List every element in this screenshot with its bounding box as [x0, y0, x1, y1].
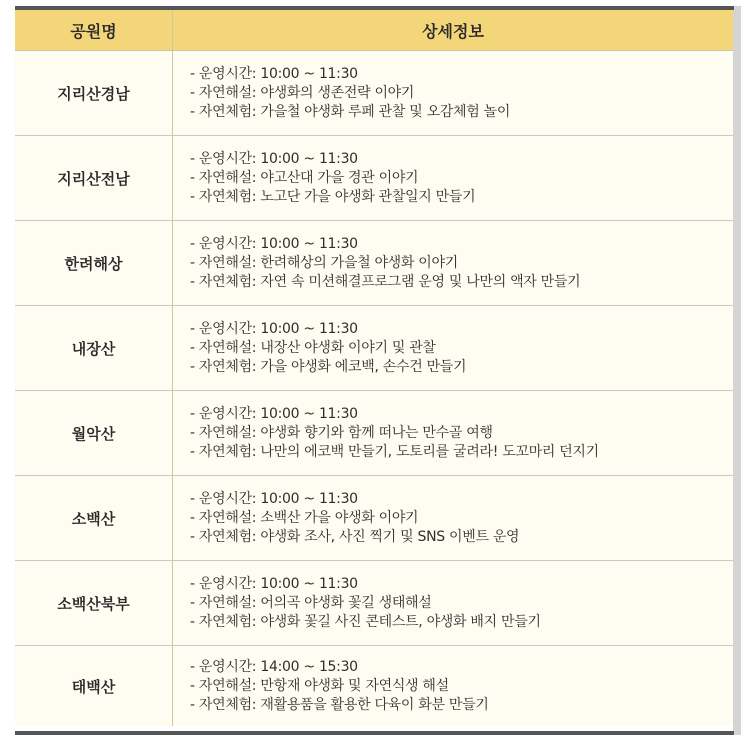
detail-line: - 자연체험: 재활용품을 활용한 다육이 화분 만들기	[190, 696, 489, 713]
table-row	[15, 51, 733, 136]
table-row	[15, 306, 733, 391]
table-row	[15, 476, 733, 561]
detail-line: - 자연체험: 자연 속 미션해결프로그램 운영 및 나만의 액자 만들기	[190, 273, 581, 290]
table-row	[15, 221, 733, 306]
table-header-row	[15, 10, 733, 51]
table-row	[15, 646, 733, 727]
detail-line: - 운영시간: 10:00 ~ 11:30	[190, 490, 358, 507]
detail-cell	[173, 646, 734, 727]
park-name-cell: 소백산	[15, 476, 173, 561]
detail-cell	[173, 221, 734, 306]
detail-line: - 운영시간: 10:00 ~ 11:30	[190, 65, 358, 82]
table-side-shadow	[733, 6, 741, 735]
header-park-name: 공원명	[15, 10, 173, 51]
park-name-cell: 내장산	[15, 306, 173, 391]
detail-line: - 자연해설: 야고산대 가을 경관 이야기	[190, 169, 419, 186]
detail-line: - 자연해설: 야생화 향기와 함께 떠나는 만수골 여행	[190, 424, 493, 441]
detail-line: - 자연해설: 야생화의 생존전략 이야기	[190, 84, 415, 101]
detail-line: - 운영시간: 10:00 ~ 11:30	[190, 405, 358, 422]
park-name-cell: 월악산	[15, 391, 173, 476]
table-row	[15, 561, 733, 646]
detail-line: - 자연해설: 소백산 가을 야생화 이야기	[190, 509, 419, 526]
table-bottom-rule	[15, 731, 734, 735]
detail-line: - 자연해설: 한려해상의 가을철 야생화 이야기	[190, 254, 458, 271]
detail-line: - 자연해설: 내장산 야생화 이야기 및 관찰	[190, 339, 436, 356]
detail-line: - 자연체험: 야생화 조사, 사진 찍기 및 SNS 이벤트 운영	[190, 528, 520, 545]
detail-cell	[173, 391, 734, 476]
park-name-cell: 소백산북부	[15, 561, 173, 646]
detail-line: - 자연해설: 어의곡 야생화 꽃길 생태해설	[190, 594, 432, 611]
detail-line: - 운영시간: 10:00 ~ 11:30	[190, 150, 358, 167]
detail-line: - 자연체험: 가을철 야생화 루페 관찰 및 오감체험 놀이	[190, 103, 511, 120]
park-name-cell: 지리산전남	[15, 136, 173, 221]
detail-cell	[173, 561, 734, 646]
detail-cell	[173, 306, 734, 391]
detail-line: - 운영시간: 10:00 ~ 11:30	[190, 235, 358, 252]
detail-line: - 운영시간: 10:00 ~ 11:30	[190, 575, 358, 592]
park-name-cell: 지리산경남	[15, 51, 173, 136]
detail-cell	[173, 51, 734, 136]
detail-cell	[173, 476, 734, 561]
table-body	[15, 51, 733, 727]
detail-line: - 자연체험: 가을 야생화 에코백, 손수건 만들기	[190, 358, 467, 375]
detail-line: - 운영시간: 10:00 ~ 11:30	[190, 320, 358, 337]
detail-cell	[173, 136, 734, 221]
table-row	[15, 136, 733, 221]
detail-line: - 자연해설: 만항재 야생화 및 자연식생 해설	[190, 677, 449, 694]
park-program-table	[15, 10, 733, 726]
detail-line: - 운영시간: 14:00 ~ 15:30	[190, 658, 358, 675]
park-name-cell: 한려해상	[15, 221, 173, 306]
park-name-cell: 태백산	[15, 646, 173, 727]
header-detail-info: 상세정보	[173, 10, 734, 51]
detail-line: - 자연체험: 나만의 에코백 만들기, 도토리를 굴려라! 도꼬마리 던지기	[190, 443, 599, 460]
detail-line: - 자연체험: 노고단 가을 야생화 관찰일지 만들기	[190, 188, 476, 205]
detail-line: - 자연체험: 야생화 꽃길 사진 콘테스트, 야생화 배지 만들기	[190, 613, 541, 630]
table-row	[15, 391, 733, 476]
